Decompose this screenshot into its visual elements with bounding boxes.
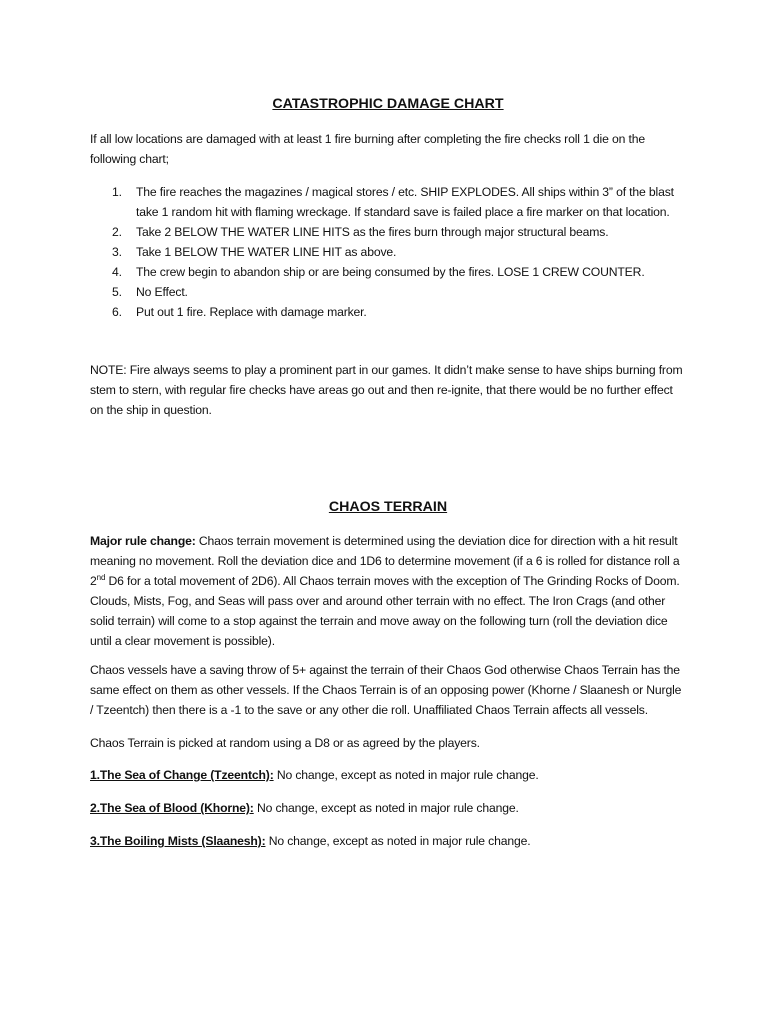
section-spacer xyxy=(90,420,686,497)
chaos-terrain-title: CHAOS TERRAIN xyxy=(328,499,448,515)
list-item-number: 1. xyxy=(112,185,122,199)
terrain-entry xyxy=(90,765,686,785)
list-item xyxy=(90,302,686,322)
list-item-text: Put out 1 fire. Replace with damage marker. xyxy=(136,305,367,319)
list-item-text: Take 2 BELOW THE WATER LINE HITS as the fires burn through major structural beams. xyxy=(136,225,609,239)
list-item xyxy=(90,282,686,302)
terrain-entry xyxy=(90,831,686,851)
terrain-name: 3.The Boiling Mists (Slaanesh): xyxy=(90,834,266,848)
list-item-text: The crew begin to abandon ship or are being consumed by the fires. LOSE 1 CREW COUNTER. xyxy=(136,265,645,279)
list-item-text: The fire reaches the magazines / magical stores / etc. SHIP EXPLODES. All ships within 3” of the blast take 1 random hit with flaming wreckage. If standard save is failed place a fire marker on that location. xyxy=(136,185,674,219)
major-rule-change xyxy=(90,531,686,651)
chaos-vessels-paragraph: Chaos vessels have a saving throw of 5+ against the terrain of their Chaos God otherwise Chaos Terrain has the same effect on them as other vessels. If the Chaos Terrain is of an opposing power (Khorne / Slaanesh or Nurgle / Tzeentch) then there is a -1 to the save or any other die roll. Unaffiliated Chaos Terrain affects all vessels. xyxy=(90,663,682,717)
list-item xyxy=(90,242,686,262)
list-item-text: No Effect. xyxy=(136,285,188,299)
terrain-text: No change, except as noted in major rule change. xyxy=(273,768,539,782)
list-item-number: 3. xyxy=(112,245,122,259)
list-item-number: 4. xyxy=(112,265,122,279)
list-item xyxy=(90,262,686,282)
ordinal-superscript: nd xyxy=(96,572,106,582)
fire-note: NOTE: Fire always seems to play a prominent part in our games. It didn’t make sense to have ships burning from stem to stern, with regular fire checks have areas go out and then re-ignite, that there would be no further effect on the ship in question. xyxy=(90,363,683,417)
terrain-name: 2.The Sea of Blood (Khorne): xyxy=(90,801,254,815)
catastrophic-damage-title: CATASTROPHIC DAMAGE CHART xyxy=(272,96,504,112)
terrain-text: No change, except as noted in major rule change. xyxy=(253,801,519,815)
damage-chart-list xyxy=(90,182,686,322)
list-item xyxy=(90,222,686,242)
terrain-name: 1.The Sea of Change (Tzeentch): xyxy=(90,768,274,782)
list-item-number: 5. xyxy=(112,285,122,299)
major-rule-label: Major rule change: xyxy=(90,534,196,548)
list-item-number: 2. xyxy=(112,225,122,239)
list-item-text: Take 1 BELOW THE WATER LINE HIT as above. xyxy=(136,245,397,259)
catastrophic-intro: If all low locations are damaged with at least 1 fire burning after completing the fire checks roll 1 die on the following chart; xyxy=(90,132,645,166)
major-rule-text-b: D6 for a total movement of 2D6). All Chaos terrain moves with the exception of The Grinding Rocks of Doom. Clouds, Mists, Fog, and Seas will pass over and around other terrain with no effect. The Iron Crags (and other solid terrain) will come to a stop against the terrain and move away on the following turn (roll the deviation dice until a clear movement is possible). xyxy=(90,574,680,648)
list-item xyxy=(90,182,686,222)
terrain-picked-paragraph: Chaos Terrain is picked at random using a D8 or as agreed by the players. xyxy=(90,736,480,750)
document-page xyxy=(90,94,686,864)
major-rule-text-a: Chaos terrain movement is determined using the deviation dice for direction with a hit result meaning no movement. Roll the deviation dice and 1D6 to determine movement (if a 6 is rolled for distance roll a 2 xyxy=(90,534,680,588)
terrain-text: No change, except as noted in major rule change. xyxy=(265,834,531,848)
terrain-entry xyxy=(90,798,686,818)
list-item-number: 6. xyxy=(112,305,122,319)
